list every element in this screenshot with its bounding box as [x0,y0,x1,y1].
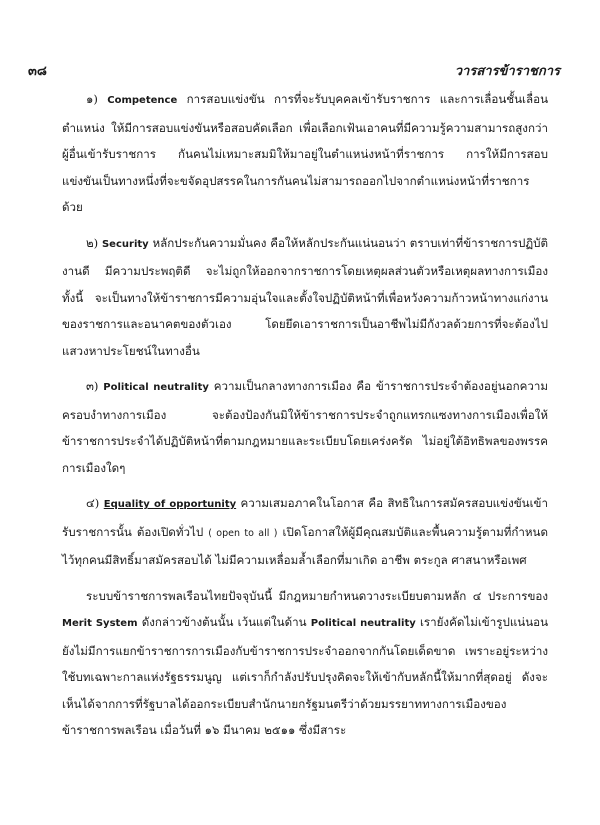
paragraph-number: ๔) [86,496,100,510]
paragraph-text: ดังกล่าวข้างต้นนั้น เว้นแต่ในด้าน [141,615,307,629]
paragraph-number: ๒) [86,235,99,250]
body-text [62,84,548,744]
paragraph-equality [62,490,548,574]
paragraph-text: เรายังคัดไม่เข้ารูปแน่นอน ยังไม่มีการแยกข้าราชการการเมืองกับข้าราชการประจำออกจากกันโดยเด็ดขาด เพราะอยู่ระหว่างใช้บทเฉพาะกาลแห่งรัฐธรรมนูญ แต่เราก็กำลังปรับปรุงคิดจะให้เข้ากับหลักนี้ให้มากที่สุดอยู่ ดังจะเห็นได้จากการที่รัฐบาลได้ออกระเบียบสำนักนายกรัฐมนตรีว่าด้วยมรรยาททางการเมืองของข้าราชการพลเรือน เมื่อวันที่ ๑๖ มีนาคม ๒๕๑๑ ซึ่งมีสาระ [62,615,549,737]
paragraph-political-neutrality [62,373,548,481]
paragraph-number: ๑) [86,92,98,106]
term-security: Security [101,238,149,250]
running-title: วารสารข้าราชการ [454,64,560,79]
paragraph-security [62,230,548,365]
inline-english: ( open to all ) [208,527,278,539]
paragraph-text: ความเป็นกลางทางการเมือง คือ ข้าราชการประจำต้องอยู่นอกความครอบงำทางการเมือง จะต้องป้องกันมิให้ข้าราชการประจำถูกแทรกแซงทางการเมืองเพื่อให้ข้าราชการประจำได้ปฏิบัติหน้าที่ตามกฎหมายและระเบียบโดยเคร่งครัด ไม่อยู่ใต้อิทธิพลของพรรคการเมืองใดๆ [62,379,549,475]
term-merit-system: Merit System [62,618,138,629]
paragraph-text: ความเสมอภาคในโอกาส คือ สิทธิในการสมัครสอบแข่งขันเข้ารับราชการนั้น ต้องเปิดทั่วไป [62,496,548,539]
paragraph-text: ระบบข้าราชการพลเรือนไทยปัจจุบันนี้ มีกฎหมายกำหนดวางระเบียบตามหลัก ๔ ประการของ [86,588,548,603]
paragraph-text: การสอบแข่งขัน การที่จะรับบุคคลเข้ารับราชการ และการเลื่อนชั้นเลื่อนตำแหน่ง ให้มีการสอบแข่งขันหรือสอบคัดเลือก เพื่อเลือกเฟ้นเอาคนที่มีความรู้ความสามารถสูงกว่าผู้อื่นเข้ารับราชการ กันคนไม่เหมาะสมมิให้มาอยู่ในตำแหน่งหน้าที่ราชการ การให้มีการสอบแข่งขันเป็นทางหนึ่งที่จะขจัดอุปสรรคในการกันคนไม่สามารถออกไปจากตำแหน่งหน้าที่ราชการด้วย [62,92,549,214]
paragraph-competence [62,86,548,221]
paragraph-text: เปิดโอกาสให้ผู้มีคุณสมบัติและพื้นความรู้ตามที่กำหนดไว้ทุกคนมีสิทธิ์มาสมัครสอบได้ ไม่มีความเหลื่อมล้ำเลือกที่มาเกิด อาชีพ ตระกูล ศาสนาหรือเพศ [62,524,549,567]
paragraph-closing [62,583,548,744]
page-header [28,60,560,81]
term-competence: Competence [107,95,178,106]
paragraph-text: หลักประกันความมั่นคง คือให้หลักประกันแน่นอนว่า ตราบเท่าที่ข้าราชการปฏิบัติงานดี มีความประพฤติดี จะไม่ถูกให้ออกจากราชการโดยเหตุผลส่วนตัวหรือเหตุผลทางการเมือง ทั้งนี้ จะเป็นทางให้ข้าราชการมีความอุ่นใจและตั้งใจปฏิบัติหน้าที่เพื่อหวังความก้าวหน้าทางแก่งานของราชการและอนาคตของตัวเอง โดยยึดเอาราชการเป็นอาชีพไม่มีกังวลด้วยการที่จะต้องไปแสวงหาประโยชน์ในทางอื่น [62,235,549,358]
term-political-neutrality-ref: Political neutrality [310,618,416,629]
page-number: ๓๘ [28,64,47,79]
term-political-neutrality: Political neutrality [103,382,209,393]
paragraph-number: ๓) [86,379,99,393]
term-equality-of-opportunity: Equality of opportunity [103,499,237,510]
